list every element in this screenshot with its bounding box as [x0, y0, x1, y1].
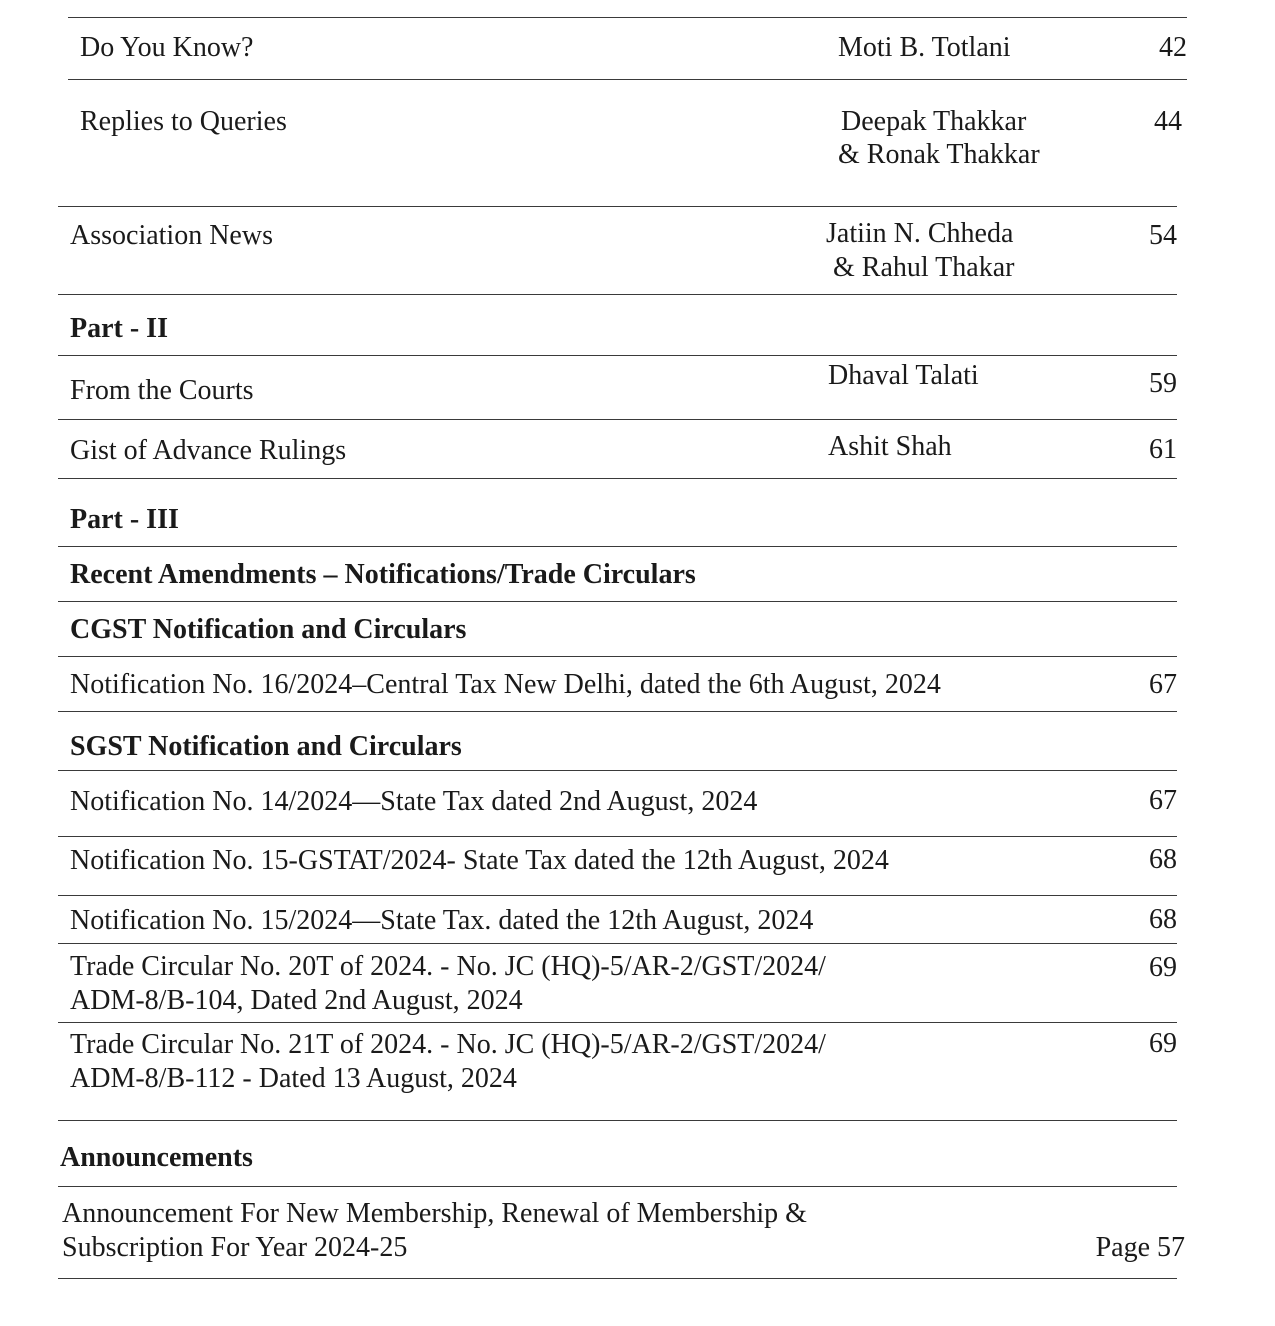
section-heading: Announcements	[60, 1142, 253, 1173]
toc-entry-page: 54	[1149, 220, 1177, 251]
toc-entry-page: 67	[1149, 785, 1177, 816]
toc-entry-title[interactable]: Notification No. 15/2024—State Tax. dated the 12th August, 2024	[70, 905, 814, 936]
section-heading: Part - II	[70, 313, 168, 344]
toc-entry-author: Moti B. Totlani	[838, 32, 1011, 63]
toc-entry-page: 44	[1154, 106, 1182, 137]
toc-entry-title[interactable]: Trade Circular No. 20T of 2024. - No. JC (HQ)-5/AR-2/GST/2024/	[70, 951, 826, 982]
divider	[58, 1186, 1177, 1187]
divider	[58, 836, 1177, 837]
divider	[68, 17, 1187, 18]
toc-entry-title[interactable]: Trade Circular No. 21T of 2024. - No. JC (HQ)-5/AR-2/GST/2024/	[70, 1029, 826, 1060]
toc-entry-page: 67	[1149, 669, 1177, 700]
divider	[58, 355, 1177, 356]
toc-entry-title[interactable]: Do You Know?	[80, 32, 254, 63]
divider	[68, 79, 1187, 80]
toc-entry-page: 61	[1149, 434, 1177, 465]
toc-entry-title[interactable]: Notification No. 14/2024—State Tax dated 2nd August, 2024	[70, 786, 758, 817]
toc-entry-author: Ashit Shah	[828, 431, 952, 462]
toc-entry-title[interactable]: Replies to Queries	[80, 106, 287, 137]
section-heading: Recent Amendments – Notifications/Trade Circulars	[70, 559, 696, 590]
toc-entry-title[interactable]: From the Courts	[70, 375, 254, 406]
toc-entry-title[interactable]: Association News	[70, 220, 273, 251]
toc-entry-page: Page 57	[1095, 1232, 1185, 1263]
divider	[58, 419, 1177, 420]
divider	[58, 711, 1177, 712]
toc-entry-page: 42	[1159, 32, 1187, 63]
toc-entry-author: & Rahul Thakar	[833, 252, 1015, 283]
subsection-heading: SGST Notification and Circulars	[70, 731, 462, 762]
divider	[58, 1278, 1177, 1279]
toc-entry-author: Deepak Thakkar	[841, 106, 1027, 137]
toc-entry-page: 69	[1149, 1028, 1177, 1059]
toc-entry-title[interactable]: Notification No. 15-GSTAT/2024- State Tax dated the 12th August, 2024	[70, 845, 889, 876]
toc-entry-title[interactable]: Subscription For Year 2024-25	[62, 1232, 408, 1263]
toc-entry-title[interactable]: Announcement For New Membership, Renewal of Membership &	[62, 1198, 807, 1229]
toc-entry-title[interactable]: ADM-8/B-112 - Dated 13 August, 2024	[70, 1063, 517, 1094]
toc-entry-author: & Ronak Thakkar	[838, 139, 1040, 170]
toc-entry-author: Dhaval Talati	[828, 360, 979, 391]
divider	[58, 478, 1177, 479]
divider	[58, 546, 1177, 547]
toc-entry-title[interactable]: Gist of Advance Rulings	[70, 435, 347, 466]
toc-entry-title[interactable]: Notification No. 16/2024–Central Tax New Delhi, dated the 6th August, 2024	[70, 669, 941, 700]
toc-entry-page: 69	[1149, 952, 1177, 983]
toc-entry-page: 68	[1149, 844, 1177, 875]
section-heading: Part - III	[70, 504, 179, 535]
divider	[58, 294, 1177, 295]
divider	[58, 1022, 1177, 1023]
divider	[58, 895, 1177, 896]
toc-entry-title[interactable]: ADM-8/B-104, Dated 2nd August, 2024	[70, 985, 523, 1016]
toc-entry-page: 68	[1149, 904, 1177, 935]
divider	[58, 943, 1177, 944]
divider	[58, 206, 1177, 207]
divider	[58, 656, 1177, 657]
toc-entry-author: Jatiin N. Chheda	[826, 218, 1014, 249]
divider	[58, 601, 1177, 602]
divider	[58, 770, 1177, 771]
divider	[58, 1120, 1177, 1121]
subsection-heading: CGST Notification and Circulars	[70, 614, 467, 645]
toc-entry-page: 59	[1149, 368, 1177, 399]
